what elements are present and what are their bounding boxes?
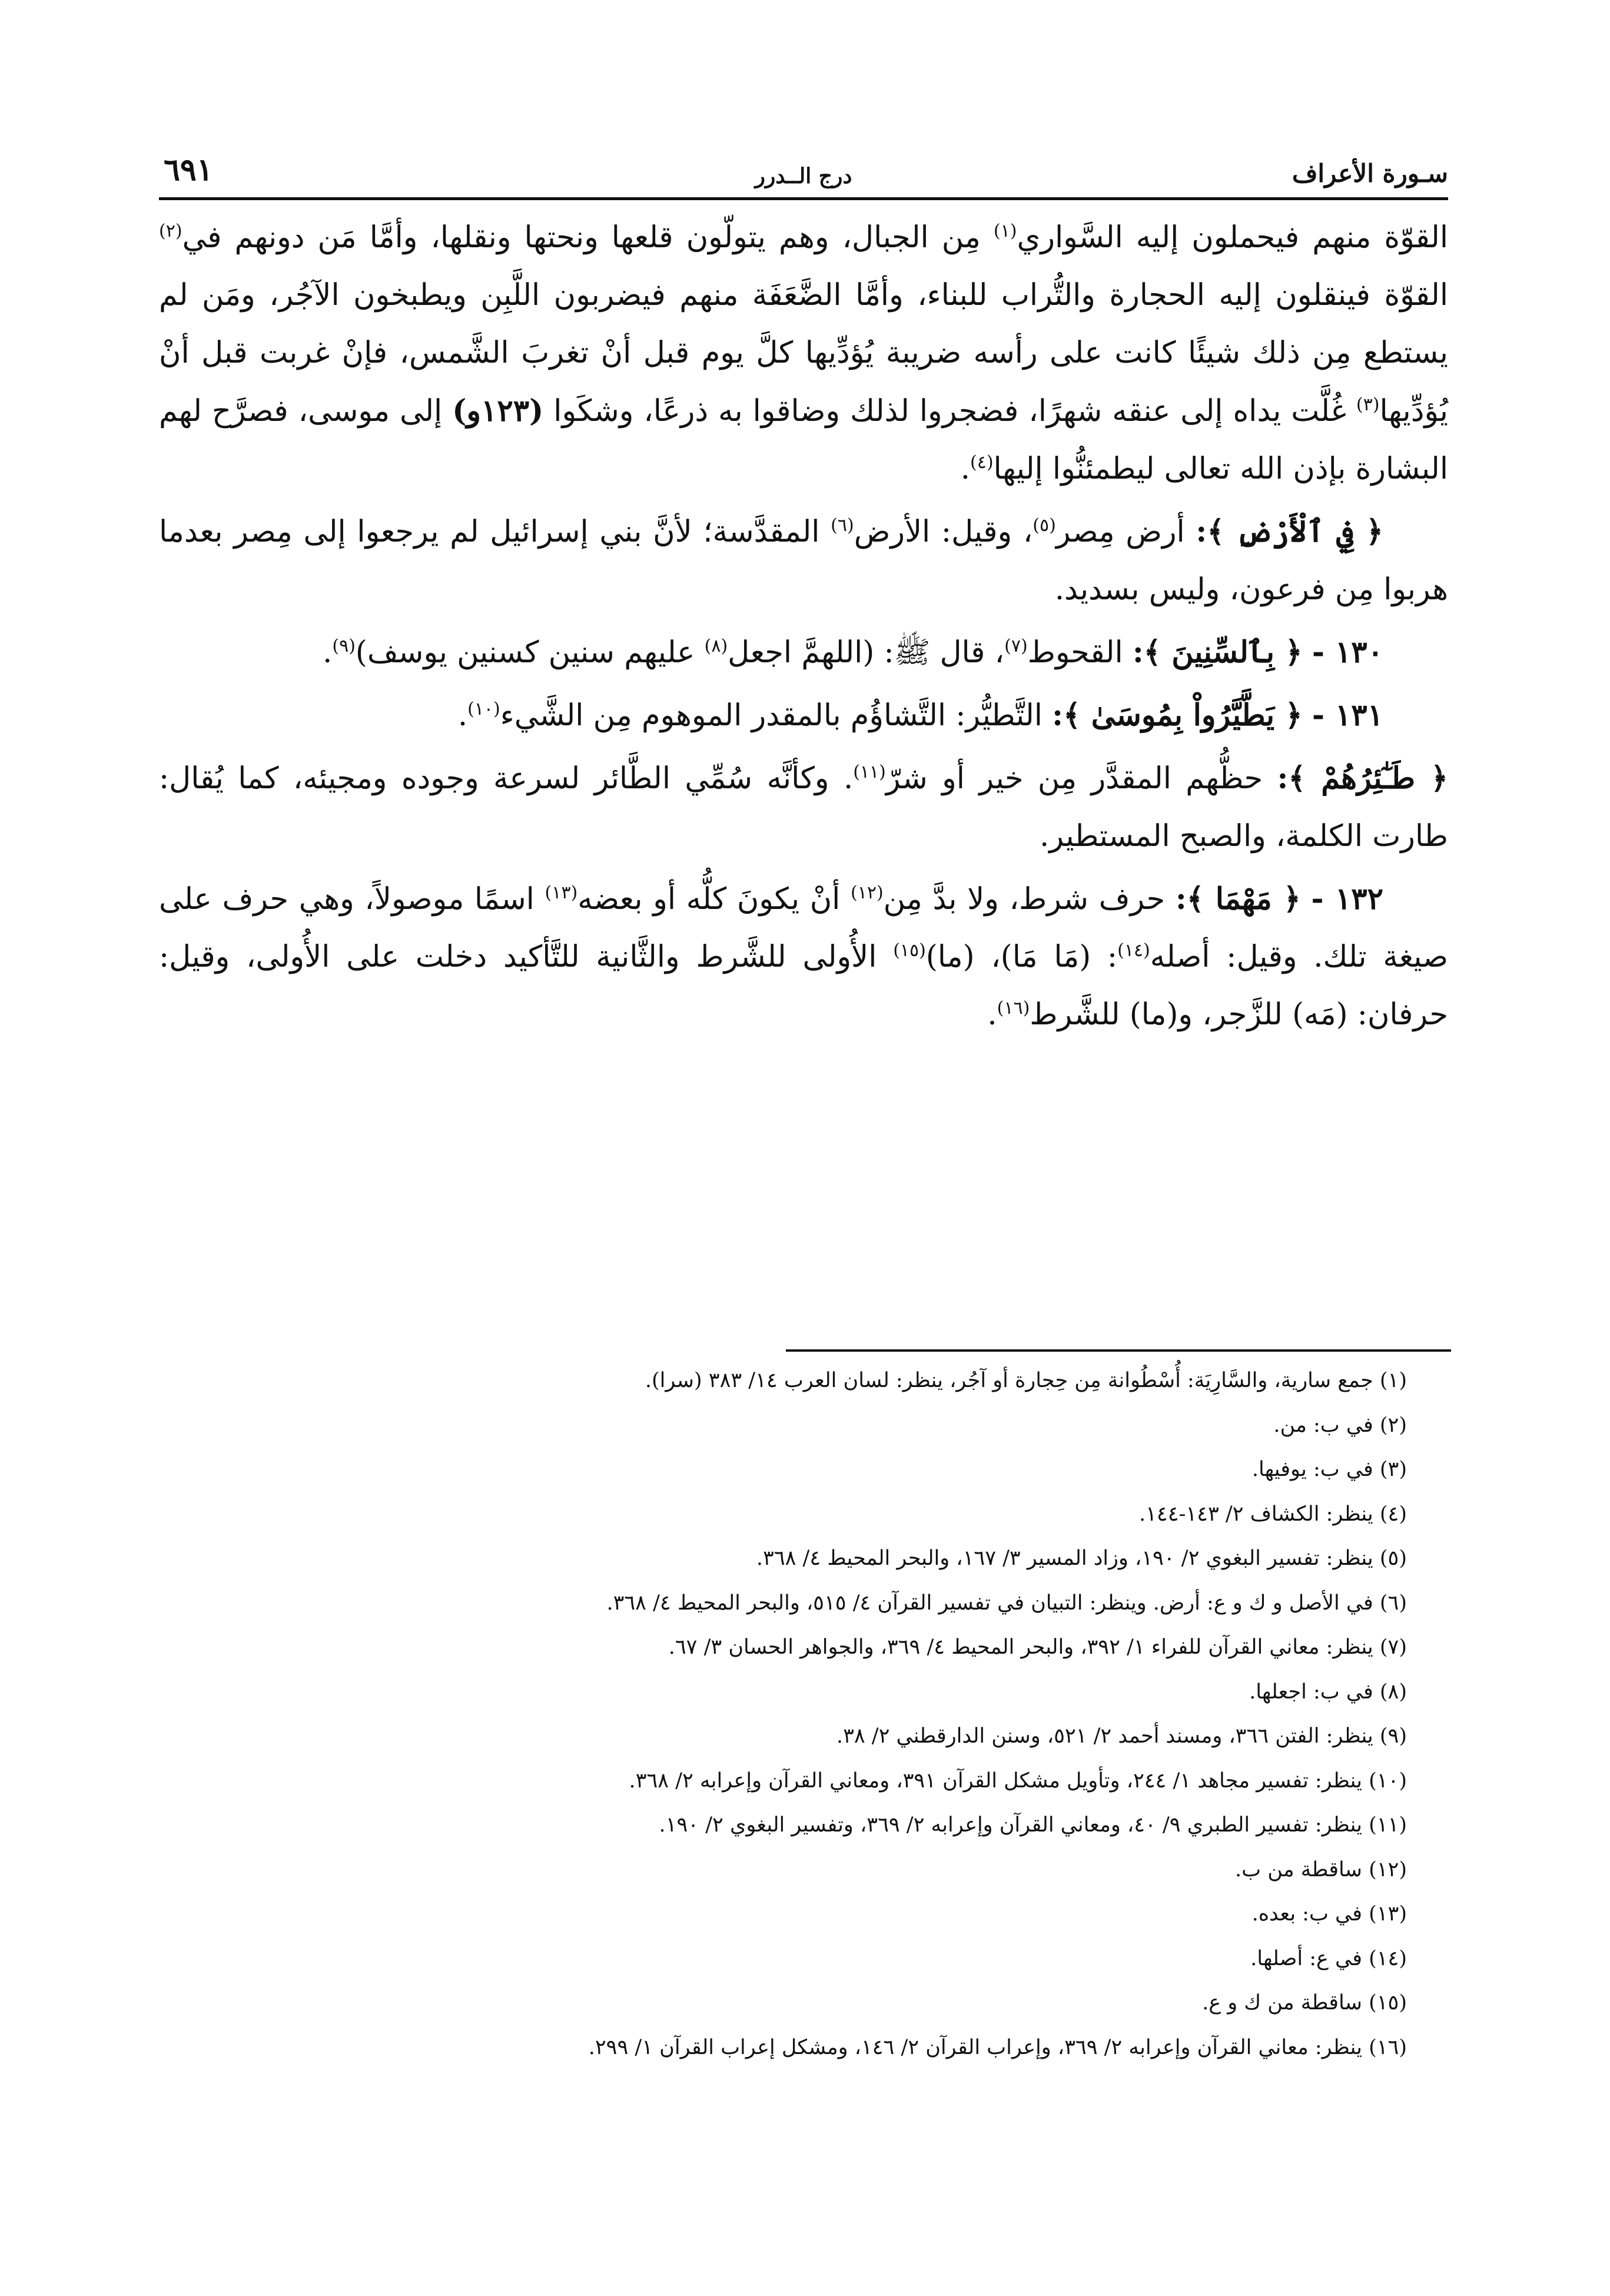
text-run: . [323,635,333,670]
text-run: عليهم سنين كسنين يوسف) [355,635,705,670]
text-run: ، وقيل: الأرض [854,515,1033,549]
footnote: (٨) في ب: اجعلها. [1249,1680,1407,1704]
text-run: القحوط [1027,635,1133,670]
surah-title: سـورة الأعراف [1292,159,1448,188]
text-run: . [457,698,468,733]
paragraph-1 [159,209,1448,498]
paragraph-3 [159,623,1448,682]
running-header [159,141,1448,200]
footnote-ref: (١٠) [467,699,500,719]
footnote: (١٤) في ع: أصلها. [1250,1946,1407,1970]
footnote-ref: (١٦) [997,998,1030,1018]
footnote-ref: (٤) [970,452,994,473]
footnote-ref: (١٤) [1117,940,1150,961]
page-number: ٦٩١ [164,152,213,188]
text-run: غُلَّت يداه إلى عنقه شهرًا، فضجروا لذلك وضاقوا به ذرعًا، وشكَوا [543,394,1356,429]
footnote: (٦) في الأصل و ك و ع: أرض. وينظر: التبيان في تفسير القرآن ٤/ ٥١٥، والبحر المحيط ٤/ ٣٦٨. [606,1591,1407,1615]
text-run: الأُولى للشَّرط والثَّانية للتَّأكيد دخلت على الأُولى، وقيل: حرفان: (مَه) للزَّجر، و(ما) للشَّرط [159,940,1448,1032]
footnote: (١٥) ساقطة من ك و ع. [1202,1991,1407,2015]
footnote-ref: (٨) [704,636,728,656]
footnote-ref: (٣) [1356,394,1380,415]
verse-number: ١٣٢ - [1311,881,1383,917]
footnotes-list [353,1359,1407,2070]
text-run: . [960,452,970,486]
text-run: ، قال ﷺ: (اللهمَّ اجعل [728,635,1005,670]
text-run: : (مَا مَا)، (ما) [925,940,1118,974]
footnote: (١٢) ساقطة من ب. [1235,1857,1407,1882]
paragraph-2 [159,503,1448,619]
footnote-ref: (١٣) [545,882,578,903]
footnote-ref: (١٥) [893,940,926,961]
footnote: (٩) ينظر: الفتن ٣٦٦، ومسند أحمد ٢/ ٥٢١، وسنن الدارقطني ٢/ ٣٨. [836,1724,1407,1748]
text-run: . وكأنَّه سُمِّي الطَّائر لسرعة وجوده ومجيئه، كما يُقال: طارت الكلمة، والصبح المستطير. [159,761,1448,854]
quran-verse: ﴿ بِٱلسِّنِينَ ﴾: [1132,635,1303,670]
footnote: (٢) في ب: من. [1273,1413,1407,1437]
text-run: . [987,997,997,1032]
footnote-ref: (٧) [1004,636,1028,656]
footnote-ref: (٦) [831,515,854,536]
footnote: (٧) ينظر: معاني القرآن للفراء ١/ ٣٩٢، والبحر المحيط ٤/ ٣٦٩، والجواهر الحسان ٣/ ٦٧. [668,1635,1407,1659]
footnote: (٥) ينظر: تفسير البغوي ٢/ ١٩٠، وزاد المسير ٣/ ١٦٧، والبحر المحيط ٤/ ٣٦٨. [756,1547,1407,1570]
quran-verse: ﴿ يَطَّيَّرُواْ بِمُوسَىٰ ﴾: [1052,698,1303,733]
paragraph-6 [159,870,1448,1044]
text-run: اسمًا موصولاً، وهي حرف على صيغة تلك. وقيل: أصله [159,882,1448,974]
verse-number: ١٣٠ - [1312,635,1383,670]
quran-verse: ﴿ فِي ٱلْأَرْضِ ﴾: [1196,514,1383,549]
text-run: التَّطيُّر: التَّشاؤُم بالمقدر الموهوم مِن الشَّيء [500,698,1053,733]
text-run: مِن الجبال، وهم يتولّون قلعها ونحتها ونقلها، وأمَّا مَن دونهم في [182,220,994,255]
text-run: المقدَّسة؛ لأنَّ بني إسرائيل لم يرجعوا إلى مِصر بعدما هربوا مِن فرعون، وليس بسديد. [159,515,1448,607]
footnote: (١٠) ينظر: تفسير مجاهد ١/ ٢٤٤، وتأويل مشكل القرآن ٣٩١، ومعاني القرآن وإعرابه ٢/ ٣٦٨. [629,1769,1407,1793]
footnote-ref: (٩) [332,636,356,656]
book-title: درج الــدرر [755,164,852,188]
footnote: (١٦) ينظر: معاني القرآن وإعرابه ٢/ ٣٦٩، وإعراب القرآن ٢/ ١٤٦، ومشكل إعراب القرآن ١/ ٢٩٩. [588,2035,1407,2059]
text-run: حرف شرط، ولا بدَّ مِن [883,882,1176,917]
footnote: (٤) ينظر: الكشاف ٢/ ١٤٣-١٤٤. [1138,1502,1407,1526]
footnote-ref: (٢) [159,221,182,241]
footnote-divider [786,1349,1451,1352]
footnote: (١) جمع سارية، والسَّارِيَة: أُسْطُوانة مِن حِجارة أو آجُر، ينظر: لسان العرب ١٤/ ٣٨٣ (سرا). [645,1369,1407,1392]
footnote: (١٣) في ب: بعده. [1252,1902,1407,1926]
folio-marker: (١٢٣و) [452,393,544,429]
footnote-ref: (١١) [853,762,886,782]
quran-verse: ﴿ طَـٰٓئِرُهُمْ ﴾: [1277,761,1448,796]
main-text [159,209,1448,1044]
verse-number: ١٣١ - [1312,698,1383,733]
text-run: إلى موسى، فصرَّح لهم البشارة بإذن الله تعالى ليطمئنُّوا إليها [159,394,1448,486]
text-run: القوّة فينقلون إليه الحجارة والتُّراب للبناء، وأمَّا الضَّعَفَة منهم فيضربون اللَّبِن ويطبخون الآجُر، ومَن لم يستطع مِن ذلك شيئًا كانت على رأسه ضريبة يُؤدِّيها كلَّ يوم قبل أنْ تغربَ الشَّمس، فإنْ غربت قبل أنْ يُؤدِّيها [159,278,1448,429]
paragraph-5 [159,749,1448,865]
text-run: أرض مِصر [1055,515,1196,549]
footnote-ref: (١٢) [851,882,884,903]
footnote: (٣) في ب: يوفيها. [1252,1458,1407,1481]
text-run: القوّة منهم فيحملون إليه السَّواري [1017,220,1448,255]
quran-verse: ﴿ مَهْمَا ﴾: [1175,881,1301,917]
paragraph-4 [159,686,1448,745]
footnote-ref: (٥) [1033,515,1056,536]
footnote-ref: (١) [993,221,1017,241]
text-run: حظُّهم المقدَّر مِن خير أو شرّ [885,761,1277,796]
footnote: (١١) ينظر: تفسير الطبري ٩/ ٤٠، ومعاني القرآن وإعرابه ٢/ ٣٦٩، وتفسير البغوي ٢/ ١٩٠. [659,1813,1407,1837]
text-run: أنْ يكونَ كلُّه أو بعضه [577,882,851,917]
